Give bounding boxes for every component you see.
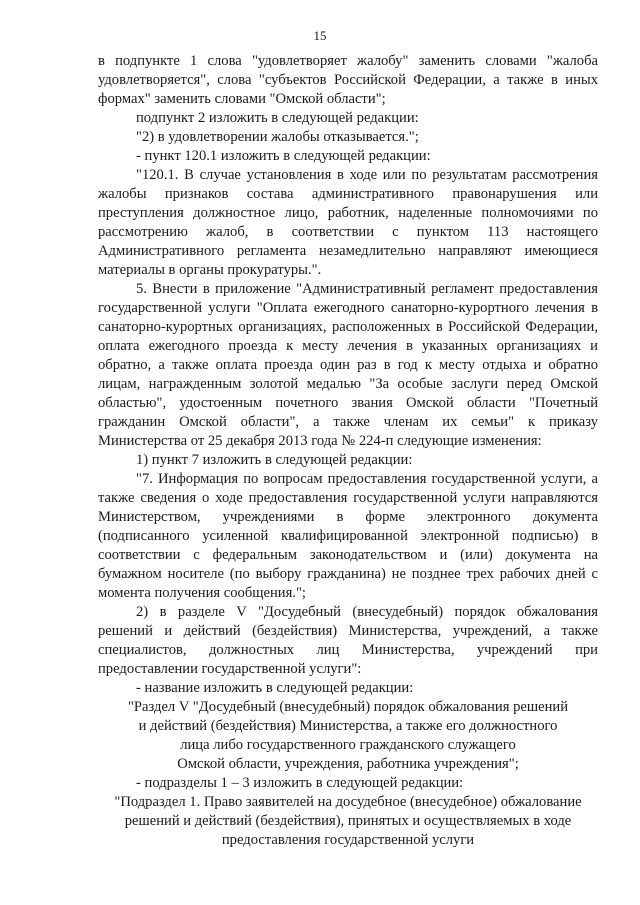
document-body (98, 52, 598, 850)
subsection-title-line: "Подраздел 1. Право заявителей на досудебное (внесудебное) обжалование (114, 794, 582, 810)
paragraph: - подразделы 1 – 3 изложить в следующей редакции: (136, 775, 464, 791)
paragraph: "7. Информация по вопросам предоставления государственной услуги, а также сведения о ходе предоставления государственной услуги направляются Министерством, учреждениями в форме электронного документа (подписанного усиленной квалифицированной электронной подписью) в соответствии с федеральным законодательством и (или) документа на бумажном носителе (по выбору гражданина) не позднее трех рабочих дней с момента получения сообщения."; (98, 471, 598, 601)
paragraph: 5. Внести в приложение "Административный регламент предоставления государственной услуги "Оплата ежегодного санаторно-курортного лечения в санаторно-курортных организациях, расположенных в Российской Федерации, оплата ежегодного проезда к месту лечения в указанных организациях и обратно, а также оплата проезда один раз в год к месту отдыха и обратно лицам, награжденным золотой медалью "За особые заслуги перед Омской областью", удостоенным почетного звания Омской области "Почетный гражданин Омской области", а также членам их семьи" к приказу Министерства от 25 декабря 2013 года № 224-п следующие изменения: (98, 281, 598, 449)
paragraph: 2) в разделе V "Досудебный (внесудебный) порядок обжалования решений и действий (бездействия) Министерства, учреждений, а также специалистов, должностных лиц Министерства, учреждений при предоставлении государственной услуги": (98, 604, 598, 677)
section-title-line: лица либо государственного гражданского служащего (180, 737, 516, 753)
paragraph: - пункт 120.1 изложить в следующей редакции: (136, 148, 431, 164)
paragraph: - название изложить в следующей редакции: (136, 680, 414, 696)
paragraph: в подпункте 1 слова "удовлетворяет жалобу" заменить словами "жалоба удовлетворяется", слова "субъектов Российской Федерации, а также в иных формах" заменить словами "Омской области"; (98, 53, 598, 107)
page-number: 15 (313, 28, 327, 43)
paragraph: подпункт 2 изложить в следующей редакции: (136, 110, 419, 126)
paragraph: "2) в удовлетворении жалобы отказывается."; (136, 129, 419, 145)
section-title-line: "Раздел V "Досудебный (внесудебный) порядок обжалования решений (127, 699, 569, 715)
section-title-line: Омской области, учреждения, работника учреждения"; (177, 756, 519, 772)
paragraph: 1) пункт 7 изложить в следующей редакции: (136, 452, 413, 468)
paragraph: "120.1. В случае установления в ходе или по результатам рассмотрения жалобы признаков состава административного правонарушения или преступления должностное лицо, работник, наделенные полномочиями по рассмотрению жалоб, в соответствии с пунктом 113 настоящего Административного регламента незамедлительно направляют имеющиеся материалы в органы прокуратуры.". (98, 167, 598, 278)
subsection-title-line: решений и действий (бездействия), принятых и осуществляемых в ходе (124, 813, 572, 829)
section-title-line: и действий (бездействия) Министерства, а также его должностного (138, 718, 558, 734)
subsection-title-line: предоставления государственной услуги (221, 832, 475, 848)
